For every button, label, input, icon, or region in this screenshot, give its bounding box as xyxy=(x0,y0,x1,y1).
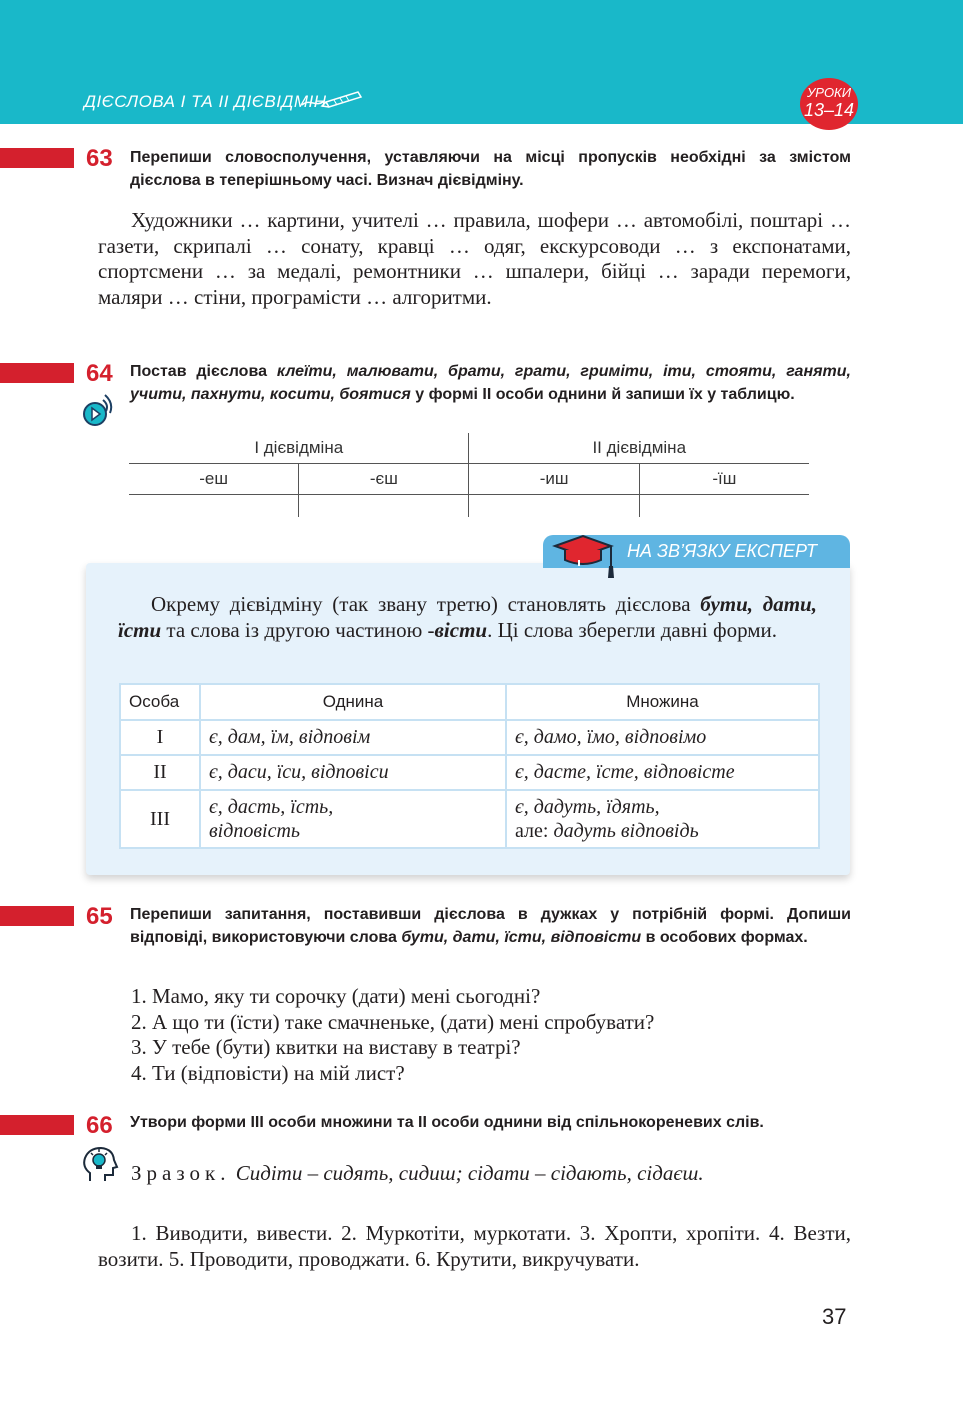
exercise-65-number: 65 xyxy=(86,903,113,930)
plural-cell: є, дамо, їмо, відповімо xyxy=(506,720,819,755)
exercise-64-task xyxy=(130,360,851,406)
singular-cell: є, даси, їси, відповіси xyxy=(200,755,506,790)
person-cell: ІІІ xyxy=(120,790,200,848)
empty-cell xyxy=(129,495,299,518)
exercise-63-text xyxy=(98,208,851,310)
ending-cell: -еш xyxy=(129,464,299,495)
plural-line: є, дадуть, їдять, xyxy=(515,796,660,818)
exercise-63-paragraph: Художники … картини, учителі … правила, шофери … автомобілі, поштарі … газети, скрипалі … сонату, кравці … одяг, екскурсоводи … з експонатами, спортсмени … за медалі, ремонтники … шпалери, бійці … заради перемоги, маляри … стіни, програмісти … алгоритми. xyxy=(98,208,851,309)
empty-cell xyxy=(469,495,639,518)
col-header-singular: Однина xyxy=(200,684,506,720)
third-conjugation-table xyxy=(119,683,820,849)
sample-label: Зразок. xyxy=(131,1161,231,1185)
ending-cell: -їш xyxy=(639,464,809,495)
pencil-icon xyxy=(300,88,364,110)
expert-intro-2: та слова із другою частиною - xyxy=(161,618,435,642)
chapter-title: ДІЄСЛОВА І ТА ІІ ДІЄВІДМІН xyxy=(84,92,327,111)
singular-cell xyxy=(200,790,506,848)
col-header-person: Особа xyxy=(120,684,200,720)
exercise-65-marker xyxy=(0,906,74,926)
expert-intro-part: вісти xyxy=(434,618,488,642)
singular-line: відповість xyxy=(209,820,301,842)
list-item: 3. У тебе (бути) квитки на виставу в театрі? xyxy=(131,1035,521,1059)
conjugation-endings-table xyxy=(129,433,809,517)
col-header-plural: Множина xyxy=(506,684,819,720)
exercise-66-number: 66 xyxy=(86,1112,113,1139)
expert-intro xyxy=(118,591,817,643)
exercise-63-number: 63 xyxy=(86,145,113,172)
expert-intro-3: . Ці слова зберегли давні форми. xyxy=(487,618,778,642)
table-row xyxy=(120,755,819,790)
exercise-63-task: Перепиши словосполучення, уставляючи на місці пропусків необхідні за змістом дієслова в теперішньому часі. Визнач дієвідміну. xyxy=(130,149,851,189)
exercise-64-marker xyxy=(0,363,74,383)
conjugation-2-header: ІІ дієвідміна xyxy=(469,433,809,464)
table-row xyxy=(120,720,819,755)
badge-label: УРОКИ xyxy=(806,85,852,100)
exercise-65-task-post: в особових формах. xyxy=(641,929,808,946)
exercise-66-text xyxy=(98,1221,851,1272)
lightbulb-head-icon xyxy=(80,1145,120,1185)
exercise-66-sample xyxy=(131,1161,704,1186)
exercise-66-task: Утвори форми ІІІ особи множини та ІІ особи однини від спільнокореневих слів. xyxy=(130,1114,764,1131)
exercise-64-task-post: у формі ІІ особи однини й запиши їх у таблицю. xyxy=(410,386,795,403)
graduation-cap-icon xyxy=(551,530,615,586)
badge-lessons: 13–14 xyxy=(803,100,855,120)
person-cell: ІІ xyxy=(120,755,200,790)
exercise-64-task-verbs: клеїти, малювати, брати, грати, гриміти, іти, стояти, ганяти, учити, пахнути, косити, боятися xyxy=(130,363,851,403)
exercise-65-task-words: бути, дати, їсти, відповісти xyxy=(401,929,642,946)
exercise-66-marker xyxy=(0,1115,74,1135)
exercise-65-task-pre: Перепиши запитання, поставивши дієслова в дужках у потрібній формі. Допиши відповіді, використовуючи слова xyxy=(130,906,851,946)
expert-intro-1: Окрему дієвідміну (так звану третю) становлять дієслова xyxy=(151,592,701,616)
exercise-66-paragraph: 1. Виводити, вивести. 2. Муркотіти, муркотати. 3. Хропти, хропіти. 4. Везти, возити. 5. Проводити, проводжати. 6. Крутити, викручувати. xyxy=(98,1221,851,1271)
conjugation-1-header: І дієвідміна xyxy=(129,433,469,464)
exercise-65-list xyxy=(131,984,654,1086)
table-row xyxy=(120,790,819,848)
empty-cell xyxy=(299,495,469,518)
page-number: 37 xyxy=(822,1304,847,1329)
ending-cell: -єш xyxy=(299,464,469,495)
empty-cell xyxy=(639,495,809,518)
audio-play-icon[interactable] xyxy=(82,392,114,428)
exercise-65-task xyxy=(130,903,851,949)
singular-cell: є, дам, їм, відповім xyxy=(200,720,506,755)
plural-cell: є, дасте, їсте, відповісте xyxy=(506,755,819,790)
exercise-64-number: 64 xyxy=(86,360,113,387)
lessons-badge xyxy=(800,78,858,130)
ending-cell: -иш xyxy=(469,464,639,495)
expert-tab-label: НА ЗВ’ЯЗКУ ЕКСПЕРТ xyxy=(627,541,817,561)
sample-text: Сидіти – сидять, сидиш; сідати – сідають, сідаєш. xyxy=(235,1161,704,1185)
list-item: 2. А що ти (їсти) таке смачненьке, (дати) мені спробувати? xyxy=(131,1009,655,1034)
plural-line xyxy=(515,819,810,843)
exercise-64-task-pre: Постав дієслова xyxy=(130,363,277,380)
plural-note-prefix: але: xyxy=(515,820,554,842)
person-cell: І xyxy=(120,720,200,755)
list-item: 4. Ти (відповісти) на мій лист? xyxy=(131,1060,405,1085)
plural-cell xyxy=(506,790,819,848)
exercise-63-marker xyxy=(0,148,74,168)
singular-line: є, дасть, їсть, xyxy=(209,796,334,818)
expert-intro-verbs: бути, дати, їсти xyxy=(118,592,817,642)
plural-note: дадуть відповідь xyxy=(553,820,699,842)
list-item: 1. Мамо, яку ти сорочку (дати) мені сьогодні? xyxy=(131,984,541,1008)
